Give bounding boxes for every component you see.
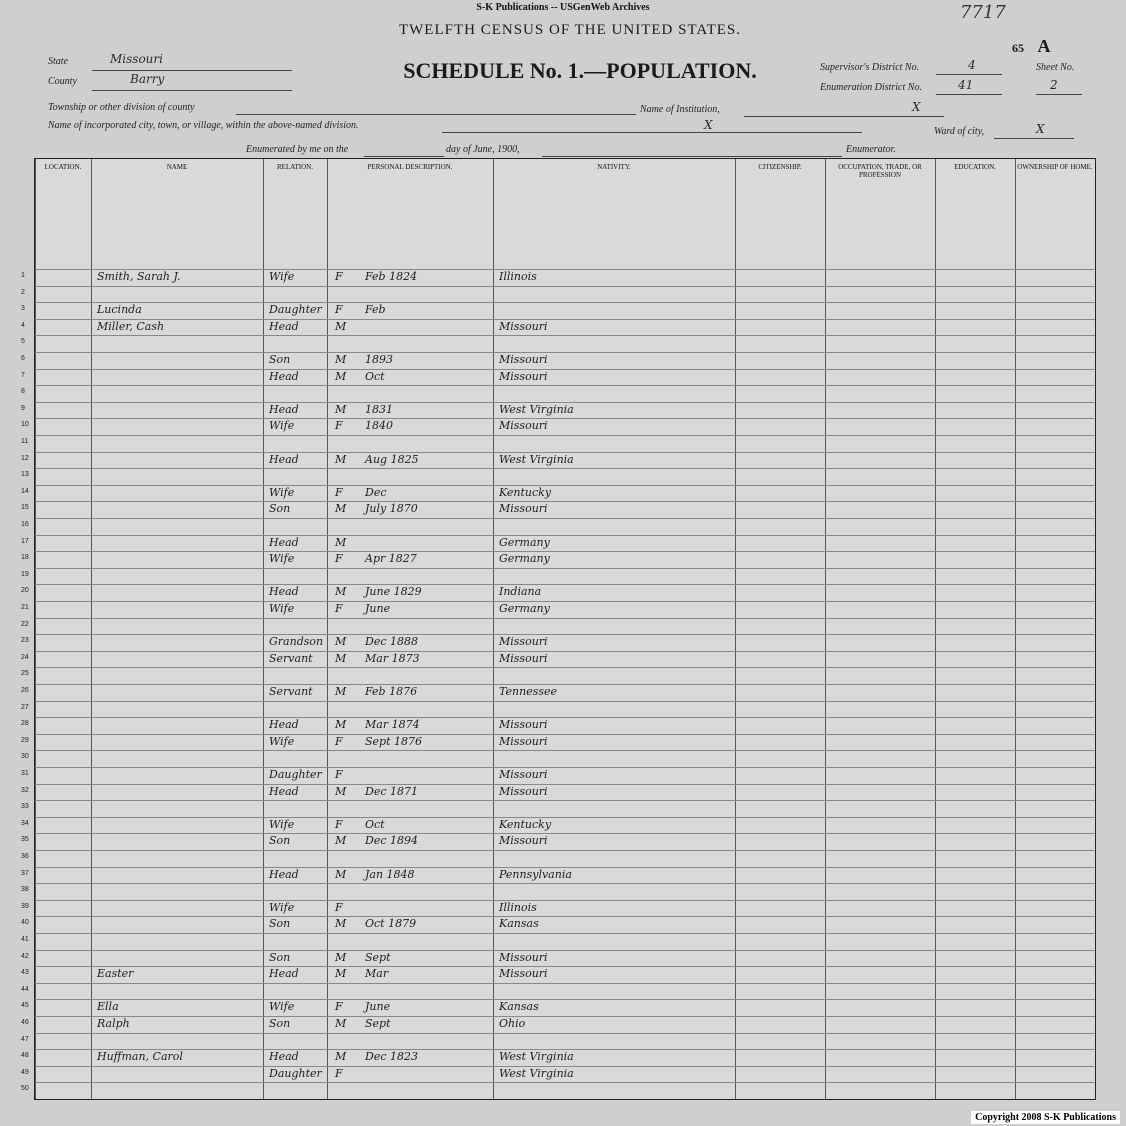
entry-birthplace: Pennsylvania [499,867,572,881]
entry-sex: M [335,1017,347,1030]
copyright-notice: Copyright 2008 S-K Publications [971,1111,1120,1124]
entry-birthplace: Missouri [499,718,548,732]
entry-birthplace: Missouri [499,784,548,798]
entry-birthplace: Kansas [499,1000,539,1014]
entry-birth: Sept 1876 [365,734,422,748]
row-number: 29 [21,736,29,744]
row-line [35,750,1095,751]
entry-sex: M [335,784,347,798]
entry-birthplace: West Virginia [499,402,574,416]
entry-birthplace: Illinois [499,900,537,914]
row-line [35,850,1095,851]
entry-relation: Son [269,502,291,516]
entry-birthplace: West Virginia [499,1066,574,1080]
entry-sex: M [335,718,347,732]
row-line [35,335,1095,336]
entry-sex: M [335,369,347,383]
entry-sex: M [335,452,347,466]
entry-birthplace: Missouri [499,651,548,665]
row-line [35,717,1095,718]
row-number: 20 [21,587,29,595]
entry-birth: June [365,1000,391,1014]
entry-birth: Feb 1824 [365,270,418,283]
entry-name: Smith, Sarah J. [97,270,181,283]
column-divider [35,159,36,1099]
column-divider [263,159,264,1099]
row-line [35,916,1095,917]
entry-relation: Head [269,402,299,416]
census-title: TWELFTH CENSUS OF THE UNITED STATES. [398,22,742,38]
row-line [35,966,1095,967]
row-number: 32 [21,786,29,794]
row-number: 46 [21,1019,29,1026]
row-number: 49 [21,1068,29,1076]
county-value: Barry [130,72,165,86]
entry-sex: F [335,1000,343,1014]
entry-sex: M [335,651,347,665]
entry-relation: Head [269,535,299,549]
entry-name: Miller, Cash [97,319,165,333]
row-number: 6 [21,355,25,362]
row-line [35,352,1095,353]
entry-birth: Mar 1873 [365,651,420,665]
entry-sex: F [335,602,343,615]
row-number: 22 [21,620,29,628]
row-line [35,584,1095,585]
entry-sex: F [335,270,343,283]
column-divider [825,159,826,1099]
entry-birthplace: Missouri [499,635,548,649]
row-line [35,1082,1095,1083]
entry-birth: Jan 1848 [365,867,415,881]
row-number: 5 [21,338,25,346]
row-number: 8 [21,388,25,396]
row-number: 24 [21,653,29,661]
enumerator-label: Enumerator. [846,144,896,155]
row-number: 27 [21,703,29,711]
entry-sex: M [335,402,347,416]
entry-sex: F [335,303,343,317]
entry-birthplace: Kentucky [499,485,552,499]
entry-relation: Wife [269,900,295,914]
sheet-code-letter: A [1037,36,1051,56]
column-header: NAME [166,163,188,171]
row-line [35,468,1095,469]
entry-birthplace: Missouri [499,834,548,848]
entry-sex: M [335,1050,347,1064]
column-header: OWNERSHIP OF HOME. [1017,163,1093,171]
entry-birth: 1840 [365,419,393,433]
entry-relation: Wife [269,734,295,748]
entry-birthplace: Missouri [499,950,548,964]
row-line [35,418,1095,419]
entry-sex: F [335,485,343,499]
entry-birthplace: Indiana [499,585,542,599]
row-line [35,518,1095,519]
entry-birthplace: Missouri [499,768,548,781]
row-number: 2 [21,288,25,296]
population-table [21,158,1096,1100]
entry-birthplace: Missouri [499,369,548,383]
column-divider [493,159,494,1099]
row-number: 43 [21,969,29,977]
row-number: 4 [21,321,25,329]
entry-birth: July 1870 [365,502,418,516]
entry-birth: 1831 [365,402,393,416]
row-number: 48 [21,1052,29,1060]
row-number: 17 [21,537,29,545]
entry-relation: Wife [269,419,295,433]
entry-birthplace: Missouri [499,967,548,981]
entry-birth: Mar 1874 [365,718,420,732]
schedule-title: SCHEDULE No. 1.—POPULATION. [403,58,757,83]
entry-birth: Dec 1871 [365,784,418,798]
entry-sex: M [335,950,347,964]
row-line [35,369,1095,370]
column-header: RELATION. [277,163,313,171]
row-line [35,551,1095,552]
row-line [35,999,1095,1000]
row-line [35,485,1095,486]
row-number: 45 [21,1002,29,1010]
entry-relation: Head [269,1050,299,1064]
entry-birthplace: Kentucky [499,817,552,831]
row-number: 28 [21,720,29,728]
entry-birthplace: Tennessee [499,685,557,698]
row-number: 42 [21,952,29,960]
row-number: 12 [21,454,29,462]
row-number: 15 [21,504,29,512]
row-line [35,601,1095,602]
entry-sex: M [335,917,347,931]
row-number: 36 [21,853,29,860]
row-number: 30 [21,753,29,761]
entry-relation: Head [269,369,299,383]
row-number: 47 [21,1035,29,1043]
entry-sex: F [335,768,343,781]
entry-birthplace: Germany [499,552,550,566]
entry-birthplace: Germany [499,602,550,615]
row-line [35,618,1095,619]
entry-relation: Son [269,834,291,848]
entry-sex: M [335,967,347,981]
entry-birthplace: Ohio [499,1017,526,1030]
row-line [35,983,1095,984]
row-number: 40 [21,919,29,927]
ward-value: X [1036,122,1045,136]
entry-sex: M [335,353,347,366]
entry-birth: Oct [365,817,385,831]
row-number: 1 [21,272,25,279]
entry-sex: F [335,817,343,831]
institution-label: Name of Institution, [640,104,720,115]
row-number: 33 [21,803,29,811]
entry-sex: M [335,585,347,599]
row-line [35,535,1095,536]
entry-sex: M [335,502,347,516]
row-line [35,319,1095,320]
column-divider [91,159,92,1099]
row-line [35,286,1095,287]
entry-birth: June [365,602,391,615]
row-number: 23 [21,637,29,645]
row-line [35,435,1095,436]
row-number: 7 [21,371,25,379]
state-label: State [48,56,68,67]
entry-relation: Wife [269,602,295,615]
supervisor-value: 4 [968,58,976,72]
entry-birth: Feb 1876 [365,685,418,698]
entry-birth: Dec [365,485,387,499]
entry-name: Ella [97,1000,119,1014]
entry-birth: Oct 1879 [365,917,417,931]
entry-name: Ralph [97,1017,130,1030]
township-label: Township or other division of county [48,102,195,113]
row-number: 13 [21,471,29,479]
row-number: 25 [21,670,29,678]
row-number: 26 [21,687,29,694]
row-line [35,817,1095,818]
entry-relation: Daughter [269,1066,322,1080]
row-line [35,701,1095,702]
entry-sex: M [335,635,347,649]
entry-birthplace: West Virginia [499,1050,574,1064]
entry-sex: F [335,419,343,433]
entry-relation: Son [269,917,291,931]
entry-relation: Son [269,353,291,366]
entry-relation: Servant [269,685,313,698]
entry-birth: Mar [365,967,389,981]
row-number: 21 [21,604,29,611]
entry-sex: M [335,834,347,848]
entry-birthplace: Germany [499,535,550,549]
entry-birthplace: West Virginia [499,452,574,466]
entry-relation: Son [269,950,291,964]
row-number: 38 [21,886,29,894]
stamp-number: 7717 [960,2,1006,23]
enumeration-label: Enumeration District No. [820,82,922,93]
entry-relation: Wife [269,817,295,831]
column-header: EDUCATION. [954,163,996,171]
entry-birthplace: Missouri [499,353,548,366]
row-line [35,833,1095,834]
row-number: 37 [21,869,29,877]
row-number: 10 [21,421,29,429]
entry-relation: Servant [269,651,313,665]
entry-birth: Aug 1825 [365,452,419,466]
entry-sex: M [335,535,347,549]
row-number: 11 [21,438,29,445]
column-header: CITIZENSHIP. [758,163,802,171]
state-value: Missouri [110,52,163,66]
row-line [35,651,1095,652]
institution-value: X [912,100,921,114]
sheet-code [1012,36,1051,57]
entry-birthplace: Missouri [499,734,548,748]
row-number: 16 [21,521,29,528]
entry-birth: 1893 [365,353,393,366]
row-line [35,883,1095,884]
entry-relation: Wife [269,552,295,566]
entry-relation: Head [269,867,299,881]
row-line [35,900,1095,901]
row-line [35,385,1095,386]
entry-relation: Son [269,1017,291,1030]
sheet-code-number: 65 [1012,41,1024,55]
county-label: County [48,76,77,87]
row-line [35,1033,1095,1034]
entry-relation: Head [269,784,299,798]
entry-sex: F [335,900,343,914]
entry-birth: Oct [365,369,385,383]
entry-birth: Dec 1888 [365,635,418,649]
entry-relation: Wife [269,485,295,499]
supervisor-label: Supervisor's District No. [820,62,920,73]
entry-birth: Dec 1823 [365,1050,418,1064]
row-line [35,501,1095,502]
entry-sex: M [335,319,347,333]
publisher-banner: S-K Publications -- USGenWeb Archives [476,2,650,13]
entry-relation: Head [269,452,299,466]
entry-birth: Apr 1827 [365,552,417,566]
column-divider [1015,159,1016,1099]
row-number: 44 [21,985,29,993]
sheet-label: Sheet No. [1036,62,1075,73]
row-number: 39 [21,902,29,910]
ward-label: Ward of city, [934,126,985,137]
city-label: Name of incorporated city, town, or village, within the above-named division. [48,120,359,131]
row-number: 34 [21,819,29,827]
row-line [35,1016,1095,1017]
row-line [35,767,1095,768]
row-line [35,784,1095,785]
column-header: NATIVITY. [597,163,631,171]
entry-relation: Wife [269,1000,295,1014]
table-header [35,159,1095,270]
entry-relation: Head [269,319,299,333]
entry-relation: Head [269,585,299,599]
entry-relation: Wife [269,270,295,283]
entry-relation: Daughter [269,768,322,781]
entry-relation: Daughter [269,303,322,317]
column-divider [735,159,736,1099]
entry-birthplace: Kansas [499,917,539,931]
row-line [35,269,1095,270]
row-number: 50 [21,1085,29,1093]
entry-sex: F [335,552,343,566]
row-line [35,734,1095,735]
entry-sex: M [335,685,347,698]
entry-birthplace: Missouri [499,502,548,516]
row-number: 19 [21,570,29,578]
entry-birth: Sept [365,950,391,964]
entry-birthplace: Missouri [499,419,548,433]
day-label: day of June, 1900, [446,144,520,155]
column-header: LOCATION. [44,163,82,171]
entry-sex: M [335,867,347,881]
entry-relation: Head [269,718,299,732]
entry-birth: June 1829 [365,585,422,599]
entry-sex: F [335,734,343,748]
entry-name: Easter [97,967,134,981]
entry-birthplace: Missouri [499,319,548,333]
row-number: 3 [21,305,25,313]
entry-birth: Feb [365,303,386,317]
column-divider [327,159,328,1099]
column-header: PERSONAL DESCRIPTION. [367,163,453,171]
sheet-value: 2 [1050,78,1058,92]
row-number: 18 [21,554,29,562]
city-value: X [704,118,713,132]
entry-relation: Head [269,967,299,981]
column-header: OCCUPATION, TRADE, OR PROFESSION [838,163,922,179]
row-line [35,933,1095,934]
entry-birth: Sept [365,1017,391,1030]
enumerated-label: Enumerated by me on the [246,144,349,155]
row-number: 35 [21,836,29,844]
row-line [35,800,1095,801]
row-line [35,568,1095,569]
row-number: 41 [21,936,29,943]
entry-birth: Dec 1894 [365,834,418,848]
row-number: 14 [21,487,29,495]
row-line [35,302,1095,303]
column-divider [935,159,936,1099]
row-number: 9 [21,404,25,412]
row-line [35,634,1095,635]
entry-name: Huffman, Carol [97,1050,183,1064]
entry-sex: F [335,1066,343,1080]
entry-relation: Grandson [269,635,324,649]
entry-name: Lucinda [97,303,142,317]
entry-birthplace: Illinois [499,270,537,283]
row-line [35,950,1095,951]
row-line [35,684,1095,685]
row-line [35,667,1095,668]
row-number: 31 [21,770,29,777]
enumeration-value: 41 [958,78,974,92]
